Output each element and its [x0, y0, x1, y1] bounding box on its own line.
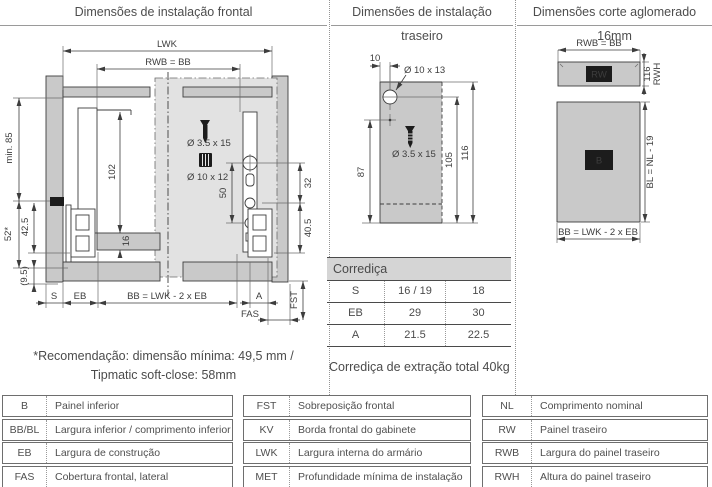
section-title-traseiro: Dimensões de instalação traseiro: [331, 0, 513, 26]
cabinet-top-rail-right: [183, 87, 272, 97]
legend-row: [482, 466, 708, 487]
legend-row: [482, 419, 708, 441]
row-value-1: 21.5: [384, 325, 445, 346]
legend-abbr: RW: [483, 420, 532, 440]
dim-label-eb: EB: [73, 291, 87, 302]
note-line-1: *Recomendação: dimensão mínima: 49,5 mm /: [33, 349, 294, 363]
dim-label-105: 105: [444, 152, 455, 168]
row-value-2: 22.5: [445, 325, 511, 346]
legend-abbr: RWB: [483, 443, 532, 463]
dim-label-rwh: RWH: [652, 62, 663, 86]
row-label: S: [351, 285, 360, 297]
b-label: B: [595, 155, 603, 167]
dim-label-bb-formula: BB = LWK - 2 x EB: [558, 227, 638, 238]
cabinet-top-rail-left: [63, 87, 150, 97]
row-value-2: 30: [445, 303, 511, 324]
row-value-1: 16 / 19: [384, 281, 445, 302]
legend-row: [2, 395, 233, 417]
dim-label-116: 116: [642, 66, 653, 82]
dim-label-fst: FST: [289, 291, 300, 309]
cabinet-bottom-right: [183, 262, 272, 281]
legend-abbr: MET: [244, 467, 290, 487]
bottom-panel-cut: [557, 102, 650, 243]
dim-label-116: 116: [460, 145, 471, 161]
legend-row: [243, 395, 471, 417]
legend-abbr: FST: [244, 396, 290, 416]
row-value-1: 29: [384, 303, 445, 324]
dim-label-s: S: [50, 291, 58, 302]
chipboard-cut-drawing: [516, 35, 712, 250]
slide-spec-table: [327, 257, 511, 374]
dowel-icon: [199, 153, 212, 167]
row-value-2: 18: [445, 281, 511, 302]
dim-label-50: 50: [218, 187, 229, 199]
legend-abbr: BB/BL: [3, 420, 47, 440]
legend-desc: Largura inferior / comprimento inferior: [55, 423, 231, 436]
legend-desc: Cobertura frontal, lateral: [55, 470, 169, 483]
dowel-size-label: Ø 10 x 12: [187, 172, 229, 183]
legend-abbr: RWH: [483, 467, 532, 487]
legend-desc: Painel traseiro: [540, 423, 608, 436]
legend-row: [2, 466, 233, 487]
recommendation-note: [0, 347, 327, 385]
legend-column-1: [2, 395, 233, 487]
legend-row: [482, 395, 708, 417]
legend-abbr: B: [3, 396, 47, 416]
dim-label-bl-formula: BL = NL - 19: [645, 135, 656, 189]
slide-capacity-note: Corrediça de extração total 40kg: [329, 360, 510, 374]
dim-label-lwk: LWK: [157, 39, 177, 50]
dim-label-87: 87: [356, 166, 367, 178]
section-title-frontal: Dimensões de instalação frontal: [0, 0, 327, 26]
legend-abbr: KV: [244, 420, 290, 440]
dim-label-102: 102: [107, 164, 118, 180]
legend-desc: Painel inferior: [55, 400, 120, 412]
rw-label: RW: [591, 69, 607, 81]
dim-label-42-5: 42.5: [20, 217, 31, 237]
legend-row: [2, 419, 233, 441]
legend-row: [2, 442, 233, 464]
dim-label-min85: min. 85: [4, 132, 15, 164]
locking-pin-icon: [50, 197, 64, 206]
table-row: [327, 281, 511, 303]
dim-label-a: A: [255, 291, 263, 302]
slide-table-title: Corrediça: [327, 257, 511, 281]
dim-label-rwb-bb: RWB = BB: [576, 38, 622, 49]
dim-label-40-5: 40.5: [303, 218, 314, 238]
dim-label-rwb-bb: RWB = BB: [145, 57, 191, 68]
legend-desc: Largura de construção: [55, 447, 161, 459]
dim-label-9-5: (9.5): [19, 266, 30, 286]
legend-abbr: FAS: [3, 467, 47, 487]
screw-size-label: Ø 3.5 x 15: [392, 149, 436, 160]
row-label: A: [351, 329, 360, 341]
legend-row: [243, 466, 471, 487]
rear-installation-drawing: [330, 40, 513, 240]
legend-desc: Largura do painel traseiro: [540, 447, 660, 459]
legend-row: [243, 442, 471, 464]
row-label: EB: [348, 307, 363, 319]
dim-label-16: 16: [121, 235, 132, 247]
section-title-aglomerado: Dimensões corte aglomerado 16mm: [517, 0, 712, 26]
hole-size-label: Ø 10 x 13: [404, 65, 446, 76]
legend-desc: Altura do painel traseiro: [540, 470, 651, 483]
legend-row: [243, 419, 471, 441]
dim-label-52: 52*: [3, 226, 14, 242]
dim-label-bb-formula: BB = LWK - 2 x EB: [127, 291, 207, 302]
legend-desc: Borda frontal do gabinete: [298, 423, 416, 436]
legend-desc: Comprimento nominal: [540, 400, 643, 412]
dim-label-fas: FAS: [241, 309, 259, 320]
cabinet-side-left: [46, 76, 63, 282]
legend-abbr: EB: [3, 443, 47, 463]
legend-abbr: NL: [483, 396, 532, 416]
screw-size-label: Ø 3.5 x 15: [187, 138, 231, 149]
legend-column-3: [482, 395, 708, 487]
table-row: [327, 325, 511, 347]
legend-desc: Sobreposição frontal: [298, 400, 395, 412]
legend-column-2: [243, 395, 471, 487]
legend-abbr: LWK: [244, 443, 290, 463]
frontal-installation-drawing: [0, 28, 327, 360]
legend-row: [482, 442, 708, 464]
legend-desc: Profundidade mínima de instalação: [298, 470, 463, 483]
cabinet-bottom-left: [63, 262, 160, 281]
dim-label-32: 32: [303, 177, 314, 189]
table-row: [327, 303, 511, 325]
note-line-2: Tipmatic soft-close: 58mm: [90, 368, 237, 382]
dim-label-10: 10: [369, 53, 381, 64]
legend-desc: Largura interna do armário: [298, 447, 423, 459]
